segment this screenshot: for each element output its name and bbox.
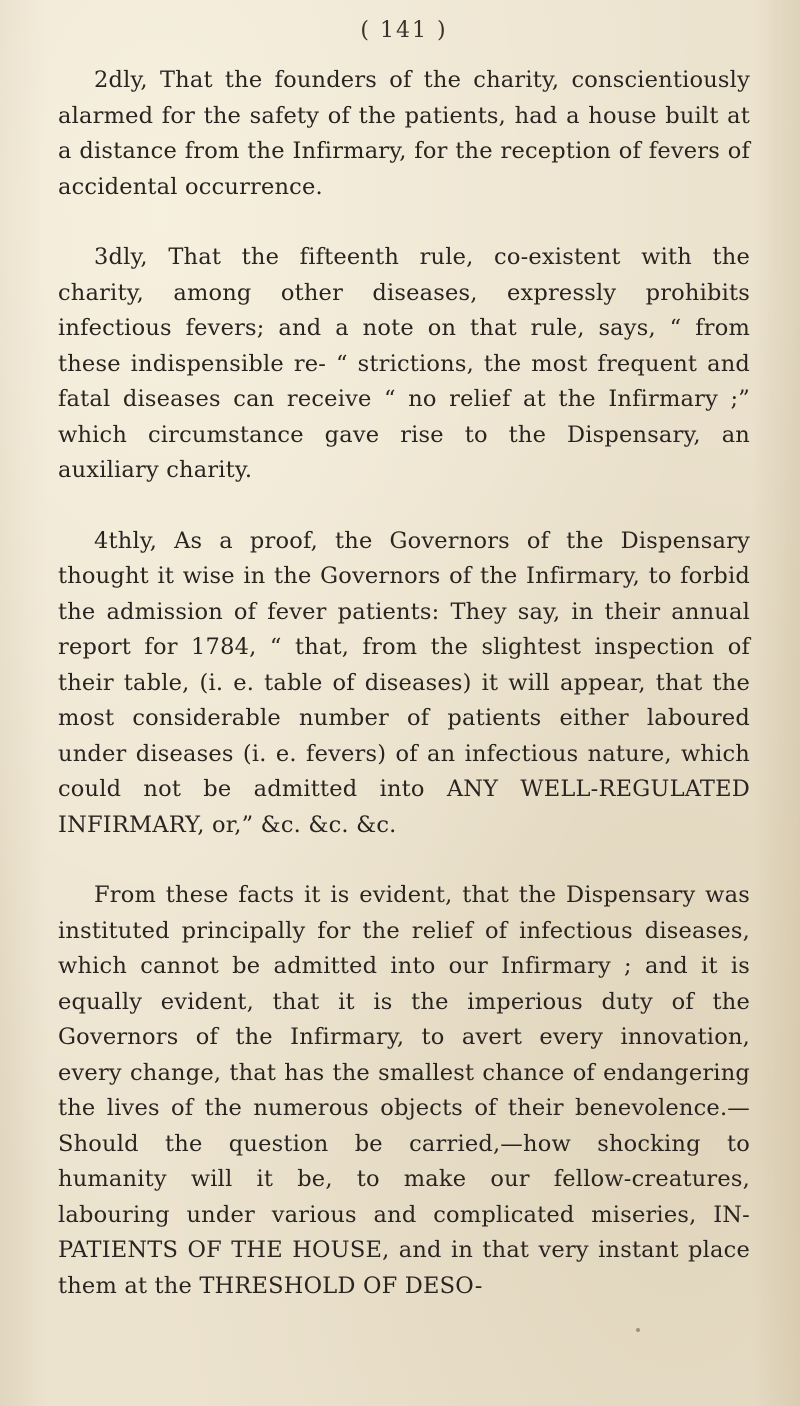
document-page [58,18,750,1304]
paragraph-fourth-point: 4thly, As a proof, the Governors of the Dispensary thought it wise in the Governors of the Infirmary, to forbid the admission of fever patients: They say, in their annual report for 1784, “ that, from the slightest inspection of their table, (i. e. table of diseases) it will appear, that the most considerable number of patients either laboured under diseases (i. e. fevers) of an infectious nature, which could not be admitted into ANY WELL-REGULATED INFIRMARY, or,” &c. &c. &c. [58,527,750,838]
paper-speck [636,1328,640,1332]
paragraph-second-point: 2dly, That the founders of the charity, conscientiously alarmed for the safety of the patients, had a house built at a distance from the Infirmary, for the reception of fevers of accidental occurrence. [58,67,750,200]
paragraph-third-point: 3dly, That the fifteenth rule, co-existent with the charity, among other diseases, expressly prohibits infectious fevers; and a note on that rule, says, “ from these indispensible re- “ strictions, the most frequent and fatal diseases can receive “ no relief at the Infirmary ;” which circumstance gave rise to the Dispensary, an auxiliary charity. [58,244,750,483]
paragraph-conclusion: From these facts it is evident, that the Dispensary was instituted principally for the relief of infectious diseases, which cannot be admitted into our Infirmary ; and it is equally evident, that it is the imperious duty of the Governors of the Infirmary, to avert every innovation, every change, that has the smallest chance of endangering the lives of the numerous objects of their benevolence.—Should the question be carried,—how shocking to humanity will it be, to make our fellow-creatures, labouring under various and complicated miseries, IN-PATIENTS OF THE HOUSE, and in that very instant place them at the THRESHOLD OF DESO- [58,882,750,1299]
page-number: ( 141 ) [360,18,448,43]
